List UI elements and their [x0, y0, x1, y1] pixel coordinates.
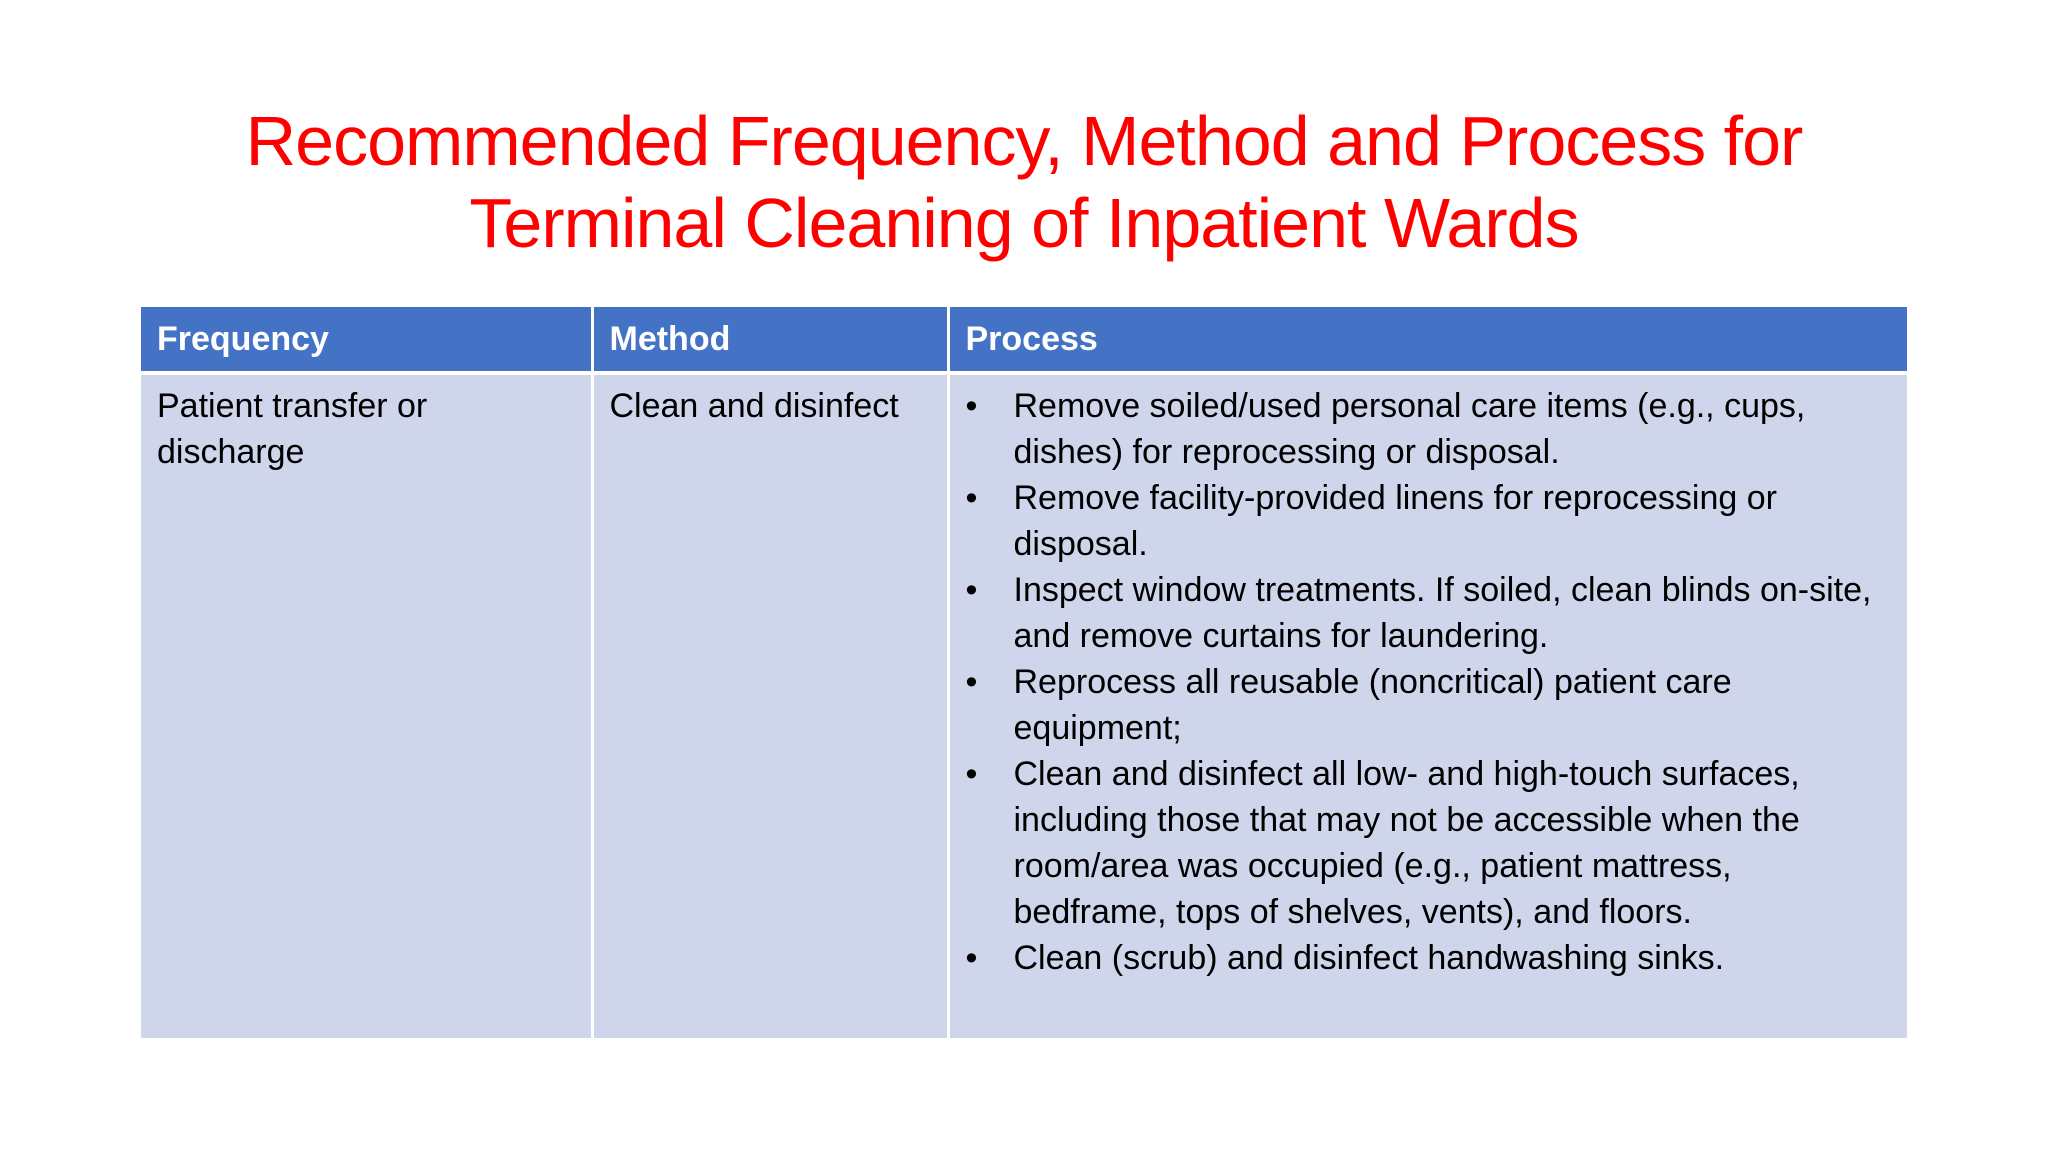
header-frequency: Frequency — [141, 307, 592, 373]
process-item — [966, 567, 1892, 659]
table-row — [141, 373, 1907, 1038]
process-item-text: Remove facility-provided linens for reprocessing or disposal. — [1013, 479, 1777, 563]
cell-frequency: Patient transfer or discharge — [141, 373, 592, 1038]
process-item-text: Clean (scrub) and disinfect handwashing sinks. — [1013, 939, 1725, 977]
bullet-icon: • — [965, 755, 978, 793]
cleaning-table — [141, 307, 1907, 1038]
process-item-text: Inspect window treatments. If soiled, clean blinds on-site, and remove curtains for laundering. — [1013, 571, 1872, 655]
bullet-icon: • — [965, 571, 978, 609]
header-process: Process — [948, 307, 1907, 373]
slide-title-line-2: Terminal Cleaning of Inpatient Wards — [469, 184, 1579, 262]
slide-title — [0, 100, 2048, 264]
bullet-icon: • — [965, 479, 978, 517]
bullet-icon: • — [965, 387, 978, 425]
bullet-icon: • — [965, 939, 978, 977]
process-item — [966, 475, 1892, 567]
table-header-row — [141, 307, 1907, 373]
bullet-icon: • — [965, 663, 978, 701]
slide-title-line-1: Recommended Frequency, Method and Process for — [245, 102, 1803, 180]
process-item — [966, 659, 1892, 751]
header-method: Method — [592, 307, 948, 373]
cell-method: Clean and disinfect — [592, 373, 948, 1038]
process-item-text: Remove soiled/used personal care items (e.g., cups, dishes) for reprocessing or disposal. — [1013, 387, 1806, 471]
process-item — [966, 383, 1892, 475]
process-item-text: Reprocess all reusable (noncritical) patient care equipment; — [1013, 663, 1732, 747]
process-list — [966, 383, 1892, 981]
process-item — [966, 935, 1892, 981]
process-item — [966, 751, 1892, 935]
process-item-text: Clean and disinfect all low- and high-touch surfaces, including those that may not be accessible when the room/area was occupied (e.g., patient mattress, bedframe, tops of shelves, vents), and floors. — [1013, 755, 1800, 931]
cell-process — [948, 373, 1907, 1038]
